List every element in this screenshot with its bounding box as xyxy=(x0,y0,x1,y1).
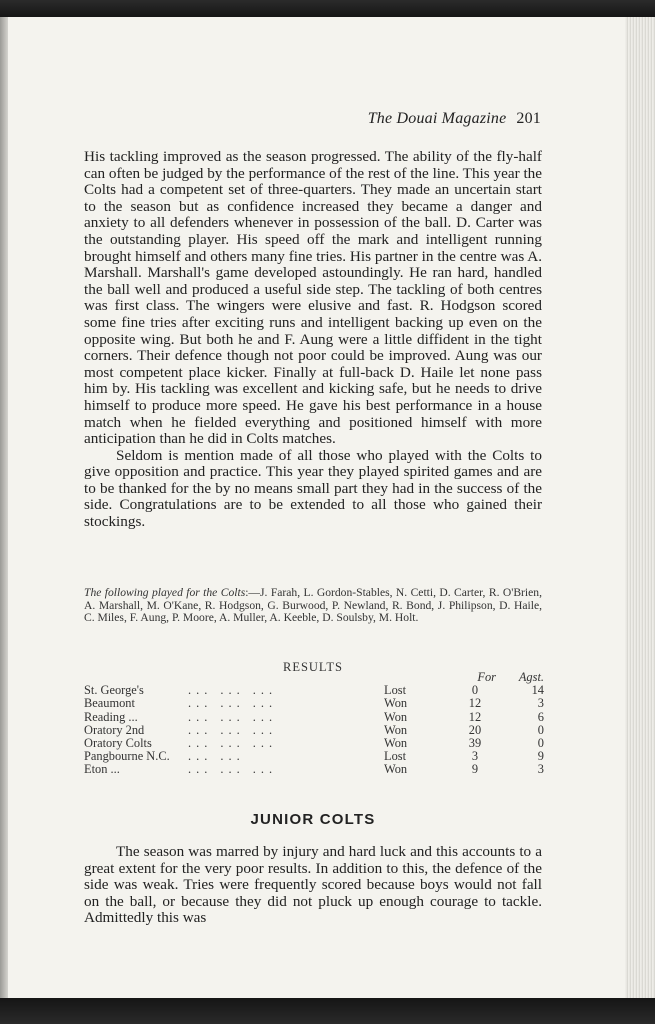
col-agst-header: Agst. xyxy=(518,670,544,684)
for-cell: 3 xyxy=(471,749,479,764)
table-row xyxy=(84,697,544,710)
agst-cell: 14 xyxy=(531,683,544,698)
table-row xyxy=(84,763,544,776)
leader-dots: ... ... ... xyxy=(188,683,278,698)
leader-dots: ... ... ... xyxy=(188,762,278,777)
for-cell: 12 xyxy=(468,709,482,724)
team-cell: Oratory Colts xyxy=(84,736,152,751)
for-cell: 0 xyxy=(471,683,479,698)
result-cell: Won xyxy=(384,722,408,737)
team-cell: Beaumont xyxy=(84,696,135,711)
results-title: RESULTS xyxy=(282,660,344,674)
team-cell: St. George's xyxy=(84,683,144,698)
result-cell: Won xyxy=(384,762,408,777)
running-header xyxy=(368,110,541,128)
result-cell: Won xyxy=(384,709,408,724)
agst-cell: 0 xyxy=(537,722,544,737)
team-cell: Reading ... xyxy=(84,709,138,724)
table-row xyxy=(84,711,544,724)
players-lead: The following played for the Colts xyxy=(84,586,246,599)
agst-cell: 9 xyxy=(537,749,544,764)
page-number: 201 xyxy=(516,110,541,127)
paragraph: Seldom is mention made of all those who played with the Colts to give opposition and practice. This year they played spirited games and are to be thanked for the by no means small part they had in the success of the side. Congratulations are to be extended to all those who gained their stockings. xyxy=(84,446,542,531)
result-cell: Lost xyxy=(384,683,407,698)
agst-cell: 3 xyxy=(537,762,544,777)
paragraph: The season was marred by injury and hard luck and this accounts to a great extent for the very poor results. In addition to this, the defence of the side was weak. Tries were frequently scored because boys would not fall on the ball, or because they did not pluck up enough courage to tackle. Admittedly this was xyxy=(84,843,542,927)
for-cell: 20 xyxy=(468,722,482,737)
col-for-header: For xyxy=(477,670,496,684)
result-cell: Lost xyxy=(384,749,407,764)
article-body xyxy=(84,149,542,531)
leader-dots: ... ... ... xyxy=(188,722,278,737)
paragraph: His tackling improved as the season progressed. The ability of the fly-half can often be judged by the performance of the rest of the line. This year the Colts had a competent set of three-quarters. They made an uncertain start to the season but as confidence increased they became a danger and anxiety to all defenders whenever in possession of the ball. D. Carter was the outstanding player. His speed off the mark and intelligent running brought himself and others many fine tries. His partner in the centre was A. Marshall. Marshall's game developed astoundingly. He ran hard, handled the ball well and produced a useful side step. The tackling of both centres was first class. The wingers were elusive and fast. R. Hodgson scored some fine tries after exciting runs and intelligent backing up even on the opposite wing. But both he and F. Aung were a little diffident in the tight corners. Their defence though not poor could be improved. Aung was our most competent place kicker. Finally at full-back D. Haile let none pass him by. His tackling was excellent and kicking safe, but he needs to drive himself to produce more speed. He gave his best performance in a house match when he fielded everything and positioned himself with more anticipation than he did in Colts matches. xyxy=(84,148,542,448)
players-list xyxy=(84,587,542,625)
team-cell: Pangbourne N.C. xyxy=(84,749,170,764)
for-cell: 39 xyxy=(468,736,482,751)
results-table xyxy=(84,671,544,777)
magazine-title: The Douai Magazine xyxy=(367,110,507,127)
agst-cell: 3 xyxy=(537,696,544,711)
team-cell: Oratory 2nd xyxy=(84,722,145,737)
for-cell: 9 xyxy=(471,762,479,777)
scan-top-border xyxy=(0,0,655,18)
result-cell: Won xyxy=(384,696,408,711)
page-edges xyxy=(625,17,655,1001)
junior-body xyxy=(84,844,542,927)
section-heading: JUNIOR COLTS xyxy=(250,811,376,828)
team-cell: Eton ... xyxy=(84,762,120,777)
result-cell: Won xyxy=(384,736,408,751)
agst-cell: 0 xyxy=(537,736,544,751)
players-names: :—J. Farah, L. Gordon-Stables, N. Cetti, D. Carter, R. O'Brien, A. Marshall, M. O'Kane, R. Hodgson, G. Burwood, P. Newland, R. Bond, J. Philipson, D. Haile, C. Miles, F. Aung, P. Moore, A. Muller, A. Keeble, D. Soulsby, M. Holt. xyxy=(84,586,542,625)
leader-dots: ... ... ... xyxy=(188,709,278,724)
leader-dots: ... ... ... xyxy=(188,736,278,751)
leader-dots: ... ... ... xyxy=(188,696,278,711)
for-cell: 12 xyxy=(468,696,482,711)
agst-cell: 6 xyxy=(537,709,544,724)
leader-dots: ... ... xyxy=(188,749,245,764)
scan-bottom-border xyxy=(0,998,655,1024)
